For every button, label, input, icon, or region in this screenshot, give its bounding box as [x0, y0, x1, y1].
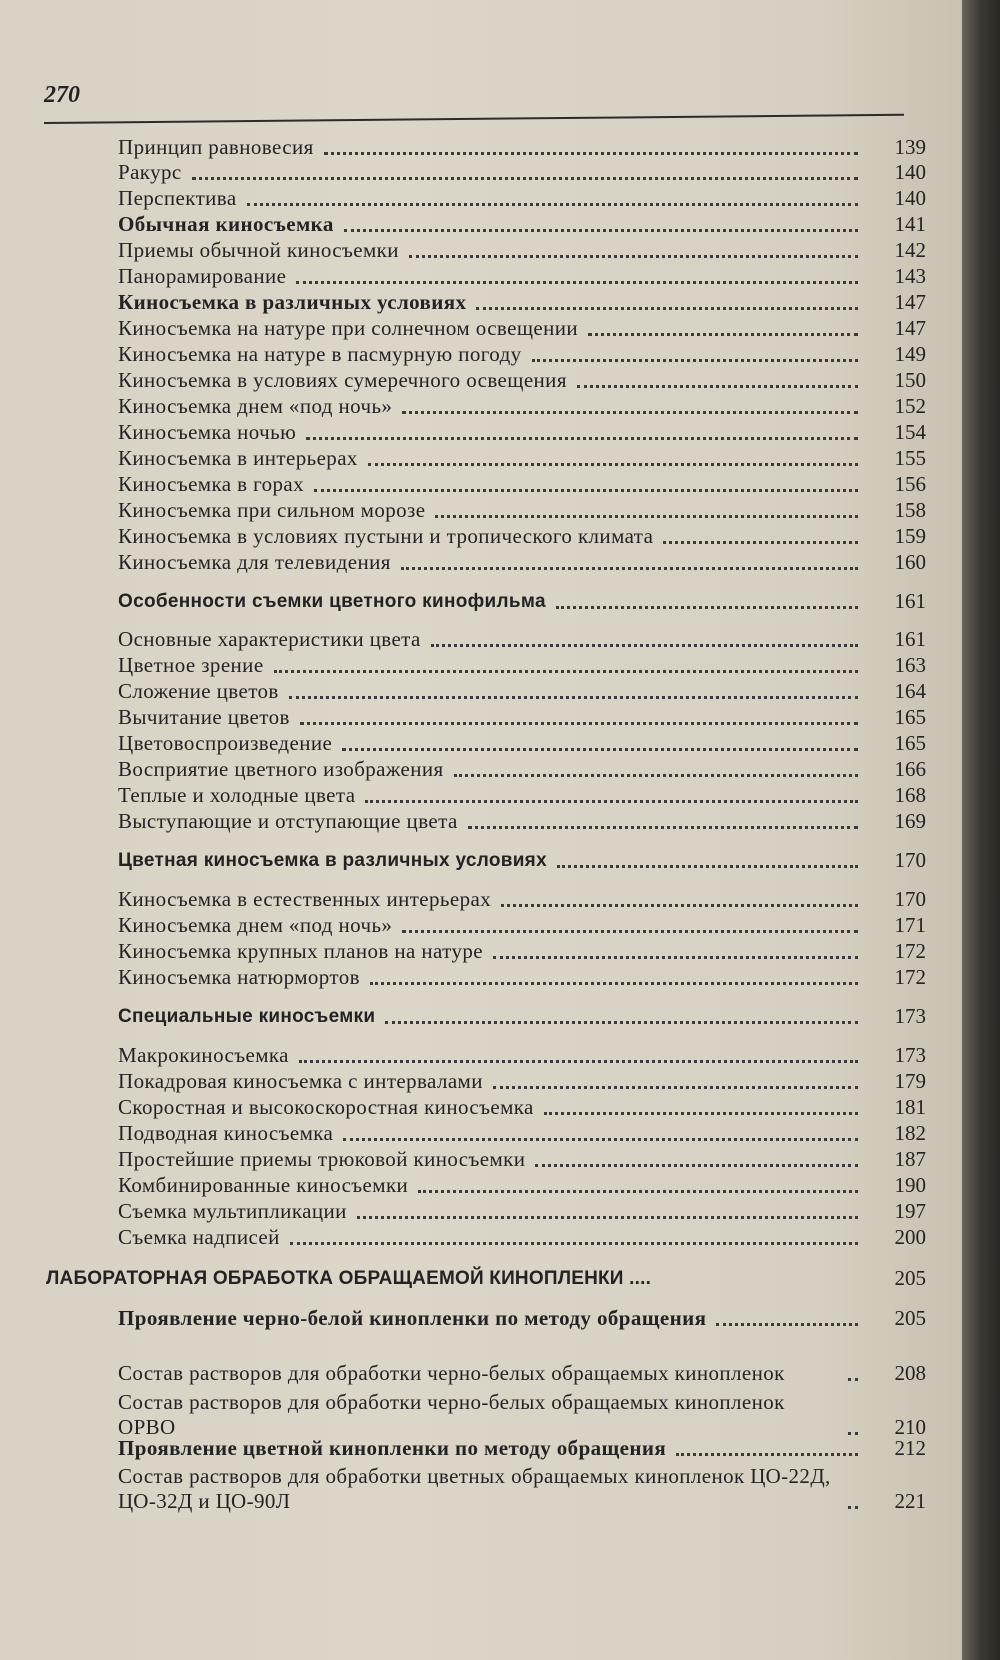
toc-entry [118, 1002, 926, 1029]
toc-entry-page: 142 [894, 238, 926, 262]
leader-dots [314, 488, 858, 492]
toc-entry-title: Подводная киносъемка [118, 1121, 334, 1145]
toc-entry-title: ЛАБОРАТОРНАЯ ОБРАБОТКА ОБРАЩАЕМОЙ КИНОПЛЕНКИ .... [46, 1268, 652, 1289]
toc-entry-page: 190 [894, 1173, 926, 1197]
toc-entry [118, 1460, 926, 1514]
leader-dots [342, 747, 858, 751]
toc-entry [118, 755, 926, 782]
toc-entry [118, 496, 926, 523]
toc-entry-page: 212 [894, 1436, 926, 1460]
toc-entry-title: Киносъемка в естественных интерьерах [118, 887, 492, 911]
leader-dots [435, 514, 858, 518]
leader-dots [468, 825, 858, 829]
toc-entry-page: 155 [894, 446, 926, 470]
toc-entry-title: Киносъемка в интерьерах [118, 446, 358, 470]
toc-entry-page: 147 [894, 290, 926, 314]
toc-entry-title: Съемка надписей [118, 1225, 280, 1249]
toc-entry-page: 141 [894, 212, 926, 236]
toc-entry [118, 1223, 926, 1250]
toc-entry [118, 470, 926, 497]
toc-entry-page: 147 [894, 316, 926, 340]
toc-entry [118, 392, 926, 419]
toc-entry [118, 937, 926, 964]
toc-entry [118, 651, 926, 678]
toc-entry [118, 1386, 926, 1440]
toc-entry [118, 262, 926, 289]
toc-entry-title: Сложение цветов [118, 679, 279, 703]
toc-entry-page: 165 [894, 705, 926, 729]
leader-dots [588, 332, 858, 336]
toc-entry-title: Проявление черно-белой кинопленки по методу обращения [118, 1306, 707, 1330]
toc-entry [118, 133, 926, 160]
toc-entry [118, 846, 926, 873]
leader-dots [402, 929, 858, 933]
toc-entry [118, 1197, 926, 1224]
leader-dots [493, 955, 858, 959]
toc-entry-page: 163 [894, 653, 926, 677]
leader-dots [300, 721, 858, 725]
leader-dots [289, 695, 858, 699]
leader-dots [344, 228, 858, 232]
leader-dots [535, 1163, 858, 1167]
toc-entry [118, 418, 926, 445]
leader-dots [532, 358, 858, 362]
toc-entry [118, 288, 926, 315]
toc-entry-title: Киносъемка в условиях сумеречного освещения [118, 368, 567, 392]
toc-entry [118, 314, 926, 341]
toc-entry-page: 161 [894, 589, 926, 613]
toc-entry [118, 807, 926, 834]
toc-entry-title: Киносъемка крупных планов на натуре [118, 939, 484, 963]
leader-dots [343, 1137, 858, 1141]
toc-entry [118, 911, 926, 938]
toc-entry-title: Основные характеристики цвета [118, 627, 421, 651]
toc-entry [118, 522, 926, 549]
leader-dots [370, 981, 858, 985]
toc-entry-title: Цветная киносъемка в различных условиях [118, 850, 547, 871]
leader-dots [848, 1505, 858, 1509]
toc-entry [118, 587, 926, 614]
toc-entry-title: Киносъемка днем «под ночь» [118, 394, 393, 418]
toc-entry-page: 172 [894, 965, 926, 989]
leader-dots [501, 903, 858, 907]
leader-dots [557, 864, 858, 868]
toc-entry-page: 197 [894, 1199, 926, 1223]
leader-dots [247, 202, 858, 206]
toc-entry-title: Киносъемка в горах [118, 472, 305, 496]
toc-entry-title: Панорамирование [118, 264, 287, 288]
toc-entry-page: 170 [894, 848, 926, 872]
toc-entry-page: 158 [894, 498, 926, 522]
leader-dots [296, 280, 858, 284]
leader-dots [454, 773, 858, 777]
toc-entry-title: Киносъемка ночью [118, 420, 297, 444]
leader-dots [365, 799, 858, 803]
toc-entry [118, 444, 926, 471]
toc-entry [118, 236, 926, 263]
toc-entry-page: 165 [894, 731, 926, 755]
toc-entry-page: 150 [894, 368, 926, 392]
toc-entry-page: 205 [894, 1306, 926, 1330]
toc-entry-page: 149 [894, 342, 926, 366]
toc-entry-title: Киносъемка при сильном морозе [118, 498, 426, 522]
leader-dots [493, 1085, 858, 1089]
toc-entry-page: 140 [894, 160, 926, 184]
leader-dots [401, 566, 858, 570]
toc-entry-page: 159 [894, 524, 926, 548]
toc-entry [46, 1264, 926, 1291]
toc-entry-page: 171 [894, 913, 926, 937]
leader-dots [476, 306, 858, 310]
toc-entry-page: 172 [894, 939, 926, 963]
leader-dots [716, 1322, 858, 1326]
leader-dots [431, 643, 858, 647]
leader-dots [324, 151, 858, 155]
toc-entry-page: 221 [894, 1489, 926, 1513]
toc-entry-title: Особенности съемки цветного кинофильма [118, 591, 546, 612]
toc-entry-title: Ракурс [118, 160, 182, 184]
toc-entry-title: Скоростная и высокоскоростная киносъемка [118, 1095, 534, 1119]
toc-entry-title: Цветовоспроизведение [118, 731, 333, 755]
leader-dots [385, 1020, 858, 1024]
leader-dots [357, 1215, 858, 1219]
toc-entry [118, 340, 926, 367]
toc-entry-page: 152 [894, 394, 926, 418]
toc-entry-title: Восприятие цветного изображения [118, 757, 444, 781]
toc-entry [118, 885, 926, 912]
toc-entry-title: Приемы обычной киносъемки [118, 238, 399, 262]
toc-entry [118, 703, 926, 730]
leader-dots [544, 1111, 858, 1115]
leader-dots [306, 436, 858, 440]
page-number: 270 [44, 82, 80, 108]
leader-dots [402, 410, 858, 414]
leader-dots [676, 1452, 858, 1456]
toc-entry-page: 140 [894, 186, 926, 210]
toc-entry-page: 156 [894, 472, 926, 496]
leader-dots [368, 462, 858, 466]
toc-entry [118, 1171, 926, 1198]
toc-entry-page: 173 [894, 1004, 926, 1028]
toc-entry [118, 1093, 926, 1120]
toc-entry-title: Теплые и холодные цвета [118, 783, 356, 807]
toc-entry-page: 182 [894, 1121, 926, 1145]
leader-dots [577, 384, 858, 388]
toc-entry-title: Киносъемка на натуре в пасмурную погоду [118, 342, 522, 366]
toc-entry-page: 170 [894, 887, 926, 911]
toc-entry-page: 160 [894, 550, 926, 574]
leader-dots [192, 176, 858, 180]
book-spine-edge [962, 0, 1000, 1660]
toc-entry-title: Вычитание цветов [118, 705, 290, 729]
toc-entry-page: 166 [894, 757, 926, 781]
toc-entry [118, 963, 926, 990]
toc-entry [118, 158, 926, 185]
toc-entry-page: 208 [894, 1361, 926, 1385]
leader-dots [418, 1189, 858, 1193]
toc-entry [118, 677, 926, 704]
toc-entry-title: Состав растворов для обработки черно-белых обращаемых кинопленок [118, 1361, 785, 1385]
toc-entry-title: Состав растворов для обработки цветных обращаемых кинопленок ЦО-22Д, ЦО-32Д и ЦО-90Л [118, 1464, 831, 1513]
toc-entry-page: 139 [894, 135, 926, 159]
toc-entry [118, 210, 926, 237]
toc-entry-title: Покадровая киносъемка с интервалами [118, 1069, 483, 1093]
toc-entry-page: 169 [894, 809, 926, 833]
toc-entry-page: 187 [894, 1147, 926, 1171]
toc-entry-title: Киносъемка натюрмортов [118, 965, 360, 989]
toc-entry [118, 366, 926, 393]
toc-entry [118, 1119, 926, 1146]
toc-entry-title: Комбинированные киносъемки [118, 1173, 409, 1197]
toc-entry-title: Принцип равновесия [118, 135, 314, 159]
leader-dots [409, 254, 858, 258]
toc-entry-title: Обычная киносъемка [118, 212, 334, 236]
toc-entry [118, 1434, 926, 1461]
toc-entry-title: Перспектива [118, 186, 237, 210]
leader-dots [848, 1377, 858, 1381]
leader-dots [556, 605, 858, 609]
toc-entry-page: 173 [894, 1043, 926, 1067]
toc-entry-title: Цветное зрение [118, 653, 264, 677]
toc-entry-page: 181 [894, 1095, 926, 1119]
toc-entry-title: Киносъемка для телевидения [118, 550, 391, 574]
toc-entry [118, 184, 926, 211]
toc-entry-title: Простейшие приемы трюковой киносъемки [118, 1147, 526, 1171]
toc-entry [118, 781, 926, 808]
toc-entry-page: 179 [894, 1069, 926, 1093]
toc-entry [118, 1332, 926, 1386]
toc-entry [118, 625, 926, 652]
toc-entry [118, 1041, 926, 1068]
toc-entry-page: 205 [894, 1266, 926, 1290]
leader-dots [299, 1059, 858, 1063]
toc-entry-title: Киносъемка на натуре при солнечном освещении [118, 316, 579, 340]
toc-entry-page: 210 [894, 1415, 926, 1439]
toc-entry-title: Киносъемка в различных условиях [118, 290, 467, 314]
toc-entry [118, 1145, 926, 1172]
toc-entry [118, 1067, 926, 1094]
toc-entry [118, 1304, 926, 1331]
toc-entry-title: Съемка мультипликации [118, 1199, 347, 1223]
toc-entry-title: Киносъемка днем «под ночь» [118, 913, 393, 937]
leader-dots [290, 1241, 858, 1245]
leader-dots [663, 540, 858, 544]
toc-entry-page: 161 [894, 627, 926, 651]
toc-entry-title: Состав растворов для обработки черно-белых обращаемых кинопленок ОРВО [118, 1390, 785, 1439]
toc-entry-page: 143 [894, 264, 926, 288]
toc-entry-title: Макрокиносъемка [118, 1043, 289, 1067]
toc-entry-page: 200 [894, 1225, 926, 1249]
toc-entry-title: Проявление цветной кинопленки по методу обращения [118, 1436, 667, 1460]
toc-entry [118, 729, 926, 756]
toc-entry-title: Выступающие и отступающие цвета [118, 809, 458, 833]
toc-entry-page: 154 [894, 420, 926, 444]
toc-entry-page: 164 [894, 679, 926, 703]
toc-entry-title: Специальные киносъемки [118, 1006, 376, 1027]
leader-dots [274, 669, 858, 673]
toc-entry-page: 168 [894, 783, 926, 807]
toc-entry [118, 548, 926, 575]
toc-entry-title: Киносъемка в условиях пустыни и тропического климата [118, 524, 654, 548]
